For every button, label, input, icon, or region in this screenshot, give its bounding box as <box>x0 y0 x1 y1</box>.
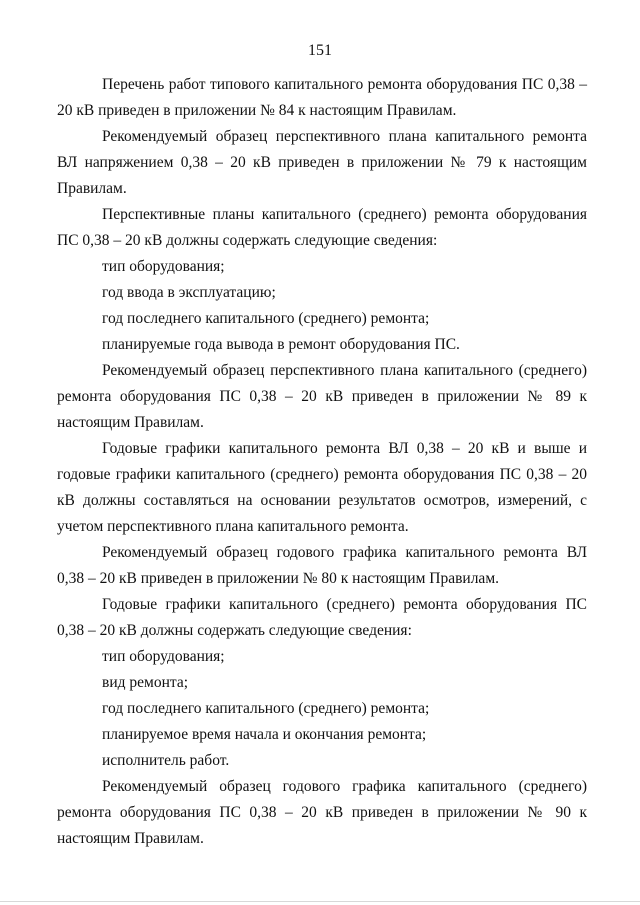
paragraph-repair-list: Перечень работ типового капитального ремонта оборудования ПС 0,38 – 20 кВ приведен в приложении № 84 к настоящим Правилам. <box>57 76 587 119</box>
list-item-equipment-type: тип оборудования; <box>102 258 225 275</box>
paragraph-vl-plan-sample: Рекомендуемый образец перспективного плана капитального ремонта ВЛ напряжением 0,38 – 20 кВ приведен в приложении № 79 к настоящим Правилам. <box>57 128 587 197</box>
list-item-planned-years: планируемые года вывода в ремонт оборудования ПС. <box>102 336 460 353</box>
paragraph-vl-schedule-sample: Рекомендуемый образец годового графика капитального ремонта ВЛ 0,38 – 20 кВ приведен в приложении № 80 к настоящим Правилам. <box>57 544 587 587</box>
page-number: 151 <box>308 42 332 59</box>
list-item-start-end-time: планируемое время начала и окончания ремонта; <box>102 726 427 743</box>
list-item-commissioning-year: год ввода в эксплуатацию; <box>102 284 276 301</box>
bottom-edge-line <box>0 901 640 902</box>
list-item-contractor: исполнитель работ. <box>102 752 230 769</box>
paragraph-ps-plan-contents: Перспективные планы капитального (среднего) ремонта оборудования ПС 0,38 – 20 кВ должны содержать следующие сведения: <box>57 206 587 249</box>
document-body <box>57 72 587 852</box>
paragraph-ps-schedule-sample: Рекомендуемый образец годового графика капитального (среднего) ремонта оборудования ПС 0,38 – 20 кВ приведен в приложении № 90 к настоящим Правилам. <box>57 778 587 847</box>
paragraph-ps-plan-sample: Рекомендуемый образец перспективного плана капитального (среднего) ремонта оборудования ПС 0,38 – 20 кВ приведен в приложении № 89 к настоящим Правилам. <box>57 362 587 431</box>
paragraph-ps-schedule-contents: Годовые графики капитального (среднего) ремонта оборудования ПС 0,38 – 20 кВ должны содержать следующие сведения: <box>57 596 587 639</box>
list-item-last-repair-year: год последнего капитального (среднего) ремонта; <box>102 310 430 327</box>
list-item-last-repair-year-2: год последнего капитального (среднего) ремонта; <box>102 700 430 717</box>
list-item-repair-kind: вид ремонта; <box>102 674 189 691</box>
list-item-equipment-type-2: тип оборудования; <box>102 648 225 665</box>
paragraph-annual-schedules: Годовые графики капитального ремонта ВЛ 0,38 – 20 кВ и выше и годовые графики капитального (среднего) ремонта оборудования ПС 0,38 – 20 кВ должны составляться на основании результатов осмотров, измерений, с учетом перспективного плана капитального ремонта. <box>57 440 587 535</box>
